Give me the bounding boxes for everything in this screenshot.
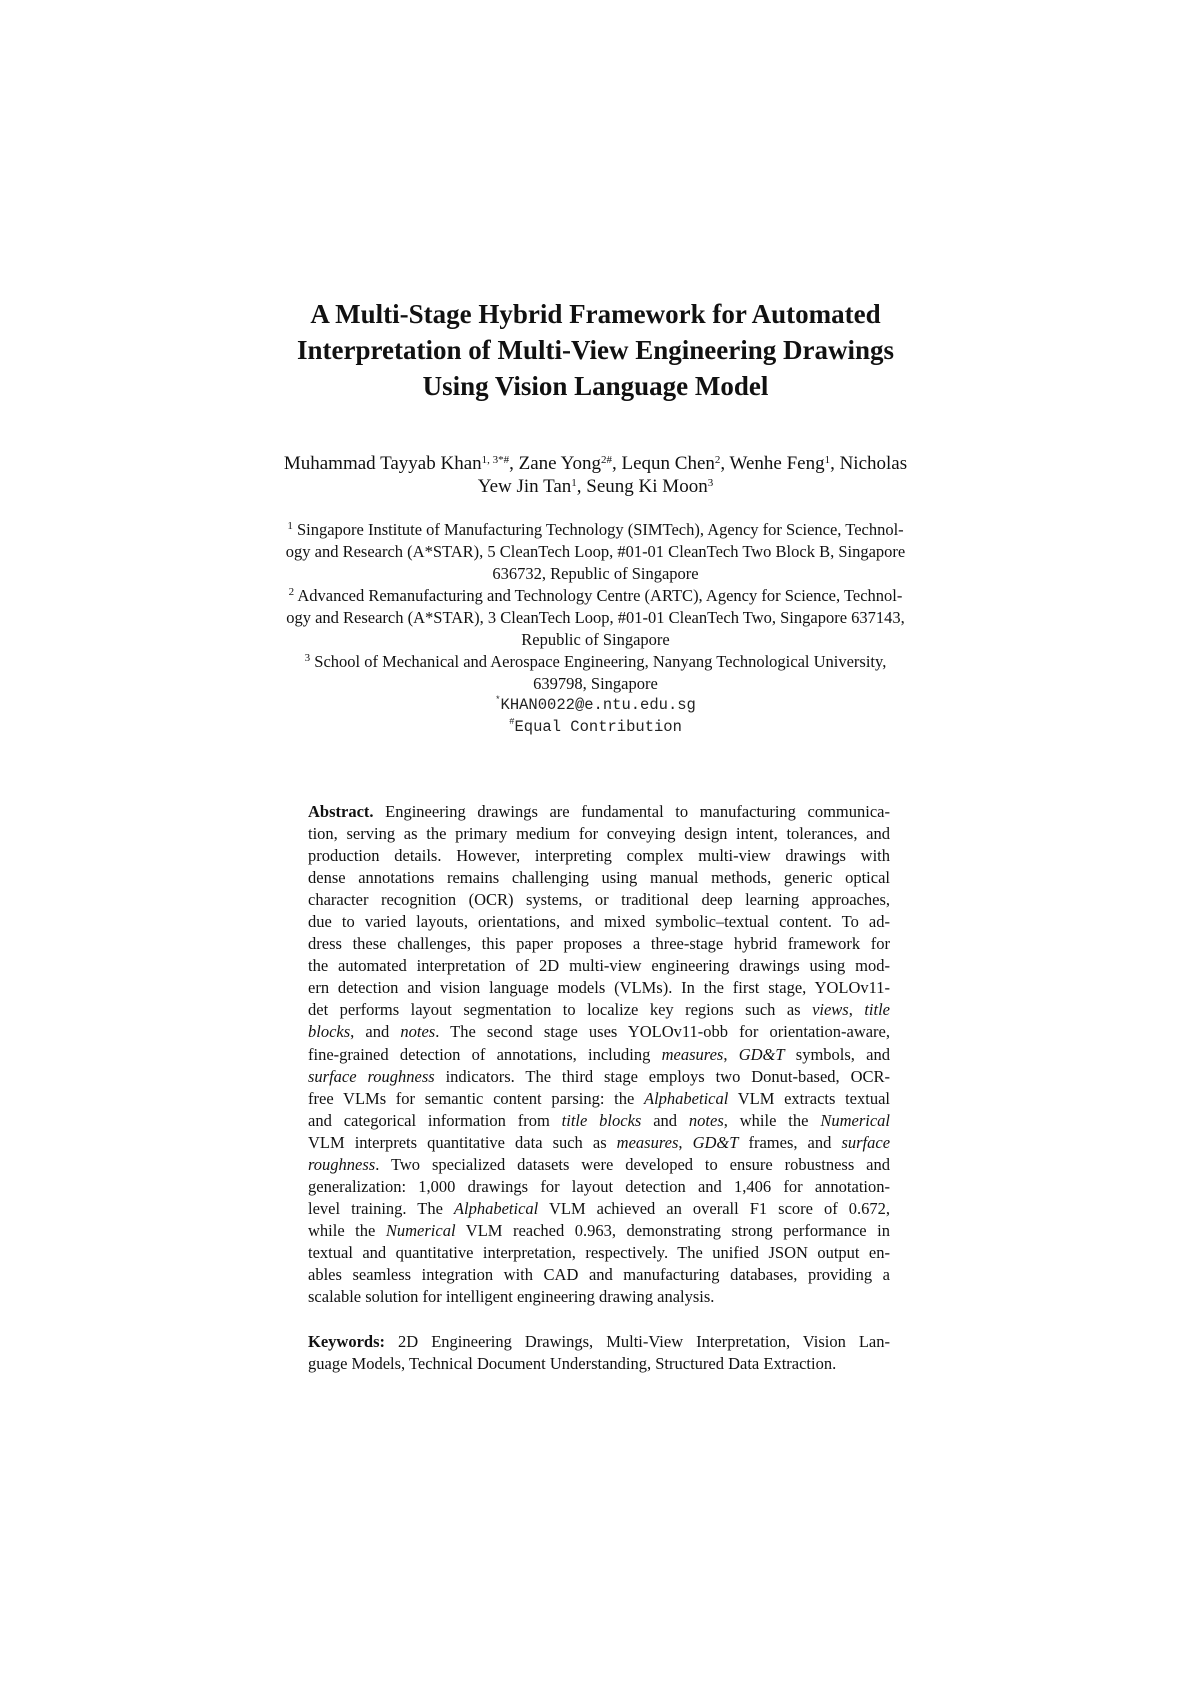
abstract-italic-term: blocks: [308, 1022, 351, 1042]
abstract-line: [308, 1044, 890, 1066]
abstract-italic-term: Numerical: [385, 1220, 456, 1240]
author-name: , Seung Ki Moon: [576, 476, 708, 497]
abstract-line: [308, 955, 890, 977]
affiliation-line: ogy and Research (A*STAR), 3 CleanTech Loop, #01-01 CleanTech Two, Singapore 637143,: [286, 608, 905, 627]
author-line: [0, 452, 1191, 475]
abstract-text: due to varied layouts, orientations, and mixed symbolic–textual content. To ad-: [308, 912, 890, 932]
abstract-text: ern detection and vision language models (VLMs). In the first stage, YOLOv11-: [308, 978, 890, 998]
abstract-line: [308, 801, 890, 823]
abstract-italic-term: notes: [688, 1110, 724, 1130]
abstract-line: [308, 1264, 890, 1286]
abstract-text: scalable solution for intelligent engineering drawing analysis.: [308, 1287, 715, 1307]
abstract-italic-term: measures: [616, 1132, 679, 1152]
affiliation-list: [0, 519, 1191, 695]
author-affiliation-mark: 2#: [600, 454, 612, 466]
abstract-text: level training. The: [308, 1198, 454, 1218]
abstract-italic-term: surface: [841, 1132, 891, 1152]
abstract-text: Engineering drawings are fundamental to manufacturing communica-: [373, 802, 890, 821]
abstract-text: VLM extracts textual: [728, 1088, 890, 1108]
abstract-text: ables seamless integration with CAD and manufacturing databases, providing a: [308, 1264, 890, 1284]
abstract-text: production details. However, interpreting complex multi-view drawings with: [308, 846, 890, 866]
abstract-text: dense annotations remains challenging using manual methods, generic optical: [308, 868, 890, 888]
abstract-text: . Two specialized datasets were developed to ensure robustness and: [375, 1154, 890, 1174]
abstract-text: symbols, and: [784, 1044, 890, 1064]
abstract-line: [308, 1066, 890, 1088]
affiliation-number: 3: [304, 652, 311, 664]
affiliation-line: 636732, Republic of Singapore: [492, 564, 699, 583]
email-mark: *: [495, 695, 501, 705]
affiliation-line: Republic of Singapore: [521, 630, 670, 649]
abstract-text: fine-grained detection of annotations, including: [308, 1044, 662, 1064]
abstract-italic-term: views: [812, 1000, 849, 1020]
author-affiliation-mark: 1: [824, 454, 831, 466]
author-line: [0, 475, 1191, 498]
abstract-text: generalization: 1,000 drawings for layout detection and 1,406 for annotation-: [308, 1176, 890, 1196]
abstract-text: and categorical information from: [308, 1110, 562, 1130]
author-name: , Lequn Chen: [611, 453, 715, 474]
author-affiliation-mark: 1, 3*#: [481, 454, 510, 466]
abstract-text: VLM reached 0.963, demonstrating strong performance in: [455, 1220, 890, 1240]
keywords-text: 2D Engineering Drawings, Multi-View Interpretation, Vision Lan-: [385, 1332, 890, 1351]
abstract-italic-term: Alphabetical: [453, 1198, 539, 1218]
abstract-line: [308, 1176, 890, 1198]
title-line: Interpretation of Multi-View Engineering Drawings: [297, 335, 894, 365]
abstract-line: [308, 1154, 890, 1176]
abstract-italic-term: Alphabetical: [644, 1088, 729, 1108]
abstract-line: [308, 845, 890, 867]
abstract-italic-term: notes: [400, 1022, 436, 1042]
abstract-line: [308, 1286, 890, 1308]
affiliation-line: 639798, Singapore: [533, 674, 658, 693]
abstract-text: while the: [308, 1220, 386, 1240]
abstract-line: [308, 911, 890, 933]
abstract-line: [308, 933, 890, 955]
abstract-section: [308, 801, 890, 1308]
abstract-line: [308, 999, 890, 1021]
author-affiliation-mark: 3: [707, 477, 714, 489]
abstract-italic-term: GD&T: [692, 1132, 739, 1152]
author-affiliation-mark: 1: [571, 477, 577, 489]
paper-title: [0, 296, 1191, 404]
keywords-line: [308, 1353, 890, 1375]
abstract-line: [308, 867, 890, 889]
abstract-line: [308, 889, 890, 911]
corresponding-email: KHAN0022@e.ntu.edu.sg: [500, 696, 696, 714]
abstract-text: , while the: [723, 1110, 821, 1130]
abstract-line: [308, 1242, 890, 1264]
title-line: Using Vision Language Model: [422, 371, 769, 401]
abstract-text: tion, serving as the primary medium for conveying design intent, tolerances, and: [308, 824, 890, 844]
abstract-text: ,: [848, 1000, 865, 1020]
abstract-italic-term: Numerical: [820, 1110, 890, 1130]
affiliation-line: [0, 519, 1191, 541]
abstract-text: dress these challenges, this paper proposes a three-stage hybrid framework for: [308, 934, 890, 954]
abstract-line: [308, 1132, 890, 1154]
keywords-label: Keywords:: [308, 1332, 385, 1351]
author-name: Yew Jin Tan: [477, 476, 572, 497]
abstract-italic-term: measures: [661, 1044, 724, 1064]
author-name: Muhammad Tayyab Khan: [283, 453, 482, 474]
equal-contribution-line: [0, 716, 1191, 738]
author-affiliation-mark: 2: [714, 454, 721, 466]
affiliation-line: [0, 651, 1191, 673]
abstract-italic-term: GD&T: [738, 1044, 785, 1064]
abstract-italic-term: title blocks: [561, 1110, 642, 1130]
author-list: [0, 452, 1191, 498]
author-name: , Nicholas: [830, 453, 908, 474]
author-name: , Wenhe Feng: [720, 453, 825, 474]
equal-contribution-note: Equal Contribution: [514, 718, 682, 736]
abstract-text: indicators. The third stage employs two Donut-based, OCR-: [434, 1066, 890, 1086]
affiliation-number: 2: [288, 586, 295, 598]
affiliation-line: ogy and Research (A*STAR), 5 CleanTech Loop, #01-01 CleanTech Two Block B, Singapore: [285, 542, 906, 561]
keywords-line: [308, 1331, 890, 1353]
abstract-text: free VLMs for semantic content parsing: the: [308, 1088, 645, 1108]
abstract-text: det performs layout segmentation to localize key regions such as: [308, 1000, 813, 1020]
abstract-line: [308, 1198, 890, 1220]
abstract-text: textual and quantitative interpretation, respectively. The unified JSON output en-: [308, 1242, 890, 1262]
abstract-text: and: [641, 1110, 689, 1130]
affiliation-number: 1: [287, 520, 293, 532]
abstract-text: character recognition (OCR) systems, or traditional deep learning approaches,: [308, 890, 890, 910]
abstract-text: ,: [723, 1044, 739, 1064]
abstract-line: [308, 1110, 890, 1132]
affiliation-text: School of Mechanical and Aerospace Engineering, Nanyang Technological University,: [310, 652, 887, 671]
abstract-text: the automated interpretation of 2D multi-view engineering drawings using mod-: [308, 956, 890, 976]
abstract-text: ,: [678, 1132, 693, 1152]
abstract-text: VLM achieved an overall F1 score of 0.672,: [538, 1198, 890, 1218]
affiliation-line: [0, 585, 1191, 607]
abstract-line: [308, 1021, 890, 1043]
keywords-text: guage Models, Technical Document Understanding, Structured Data Extraction.: [308, 1354, 837, 1373]
abstract-italic-term: title: [864, 1000, 890, 1020]
abstract-text: . The second stage uses YOLOv11-obb for orientation-aware,: [435, 1022, 890, 1042]
author-name: , Zane Yong: [509, 453, 601, 474]
abstract-line: [308, 1088, 890, 1110]
abstract-line: [308, 977, 890, 999]
abstract-text: frames, and: [738, 1132, 842, 1152]
abstract-line: [308, 1220, 890, 1242]
abstract-text: , and: [350, 1022, 401, 1042]
abstract-italic-term: surface roughness: [308, 1066, 435, 1086]
affiliation-text: Singapore Institute of Manufacturing Technology (SIMTech), Agency for Science, Technol-: [292, 520, 904, 539]
abstract-line: [308, 823, 890, 845]
title-line: A Multi-Stage Hybrid Framework for Automated: [310, 299, 881, 329]
corresponding-email-line: [0, 694, 1191, 716]
affiliation-text: Advanced Remanufacturing and Technology Centre (ARTC), Agency for Science, Technol-: [294, 586, 903, 605]
abstract-text: VLM interprets quantitative data such as: [308, 1132, 617, 1152]
abstract-italic-term: roughness: [308, 1154, 376, 1174]
equal-contribution-mark: #: [509, 717, 515, 727]
keywords-section: [308, 1331, 890, 1375]
abstract-label: Abstract.: [308, 802, 374, 821]
contact-info: [0, 694, 1191, 738]
